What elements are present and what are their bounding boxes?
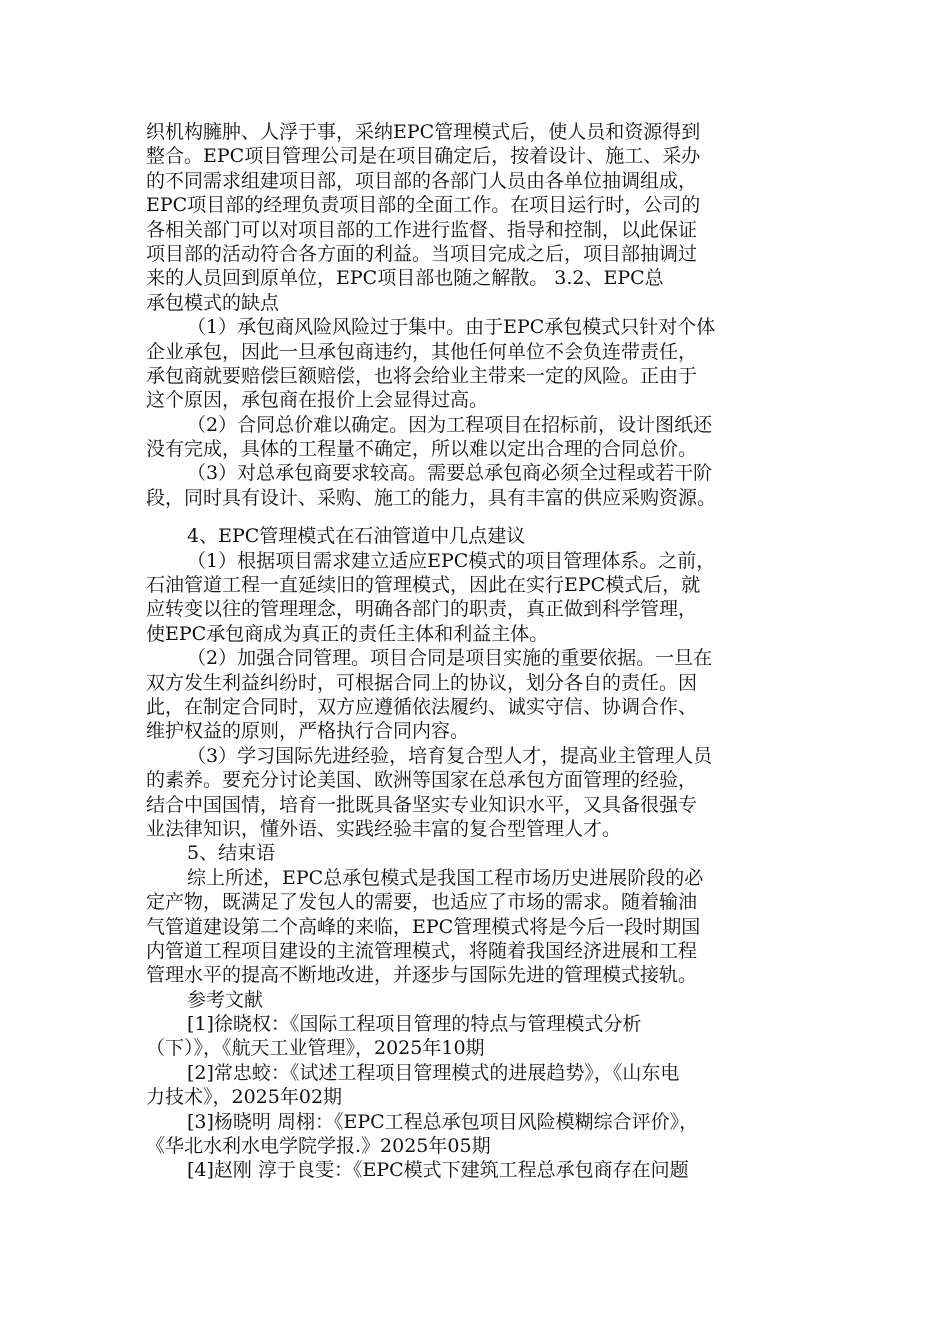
text-line: [3]杨晓明 周栩：《EPC工程总承包项目风险模糊综合评价》， [187,1110,699,1133]
body-paragraph [146,866,806,988]
text-line: 的不同需求组建项目部，项目部的各部门人员由各单位抽调组成， [146,169,698,192]
reference-entry [146,1110,806,1159]
text-line: （下）》，《航天工业管理》，2025年10期 [146,1037,485,1060]
section-heading [146,841,806,865]
text-line: 各相关部门可以对项目部的工作进行监督、指导和控制，以此保证 [146,218,698,241]
text-line: 气管道建设第二个高峰的来临，EPC管理模式将是今后一段时期国 [146,915,701,938]
text-line: 企业承包，因此一旦承包商违约，其他任何单位不会负连带责任， [146,340,698,363]
text-line: （2）合同总价难以确定。因为工程项目在招标前，设计图纸还 [187,413,713,436]
body-paragraph [146,315,806,413]
text-line: 没有完成，具体的工程量不确定，所以难以定出合理的合同总价。 [146,438,698,461]
text-line: 这个原因，承包商在报价上会显得过高。 [146,389,489,412]
text-line: 织机构臃肿、人浮于事，采纳EPC管理模式后，使人员和资源得到 [146,121,701,143]
text-line: EPC项目部的经理负责项目部的全面工作。在项目运行时，公司的 [146,194,701,217]
text-line: 管理水平的提高不断地改进，并逐步与国际先进的管理模式接轨。 [146,964,698,987]
section-spacer [146,510,806,524]
text-line: 参考文献 [187,988,264,1011]
body-paragraph [146,461,806,510]
text-line: 综上所述，EPC总承包模式是我国工程市场历史进展阶段的必 [187,866,704,889]
reference-entry [146,1158,806,1182]
body-paragraph [146,744,806,842]
text-line: 来的人员回到原单位，EPC项目部也随之解散。 3.2、EPC总 [146,267,664,290]
text-line: [1]徐晓权：《国际工程项目管理的特点与管理模式分析 [187,1013,642,1036]
body-paragraph [146,413,806,462]
body-paragraph [146,549,806,647]
text-line: （3）对总承包商要求较高。需要总承包商必须全过程或若干阶 [187,462,713,485]
reference-entry [146,988,806,1012]
text-line: 承包模式的缺点 [146,291,280,314]
text-line: 段，同时具有设计、采购、施工的能力，具有丰富的供应采购资源。 [146,486,717,509]
reference-entry [146,1012,806,1061]
text-line: 结合中国国情，培育一批既具备坚实专业知识水平，又具备很强专 [146,793,698,816]
text-line: 定产物，既满足了发包人的需要，也适应了市场的需求。随着输油 [146,891,698,914]
text-line: （1）根据项目需求建立适应EPC模式的项目管理体系。之前， [187,549,716,572]
text-line: （3）学习国际先进经验，培育复合型人才，提高业主管理人员 [187,744,713,767]
body-paragraph [146,646,806,744]
text-line: （1）承包商风险风险过于集中。由于EPC承包模式只针对个体 [187,316,716,339]
text-line: 石油管道工程一直延续旧的管理模式，因此在实行EPC模式后，就 [146,574,701,597]
document-page [146,120,806,1183]
text-line: 项目部的活动符合各方面的利益。当项目完成之后，项目部抽调过 [146,242,698,265]
text-line: 应转变以往的管理理念，明确各部门的职责，真正做到科学管理， [146,598,698,621]
text-line: （2）加强合同管理。项目合同是项目实施的重要依据。一旦在 [187,647,713,670]
text-line: 此，在制定合同时，双方应遵循依法履约、诚实守信、协调合作、 [146,695,698,718]
reference-entry [146,1061,806,1110]
text-line: 的素养。要充分讨论美国、欧洲等国家在总承包方面管理的经验， [146,769,698,792]
text-line: 内管道工程项目建设的主流管理模式，将随着我国经济进展和工程 [146,939,698,962]
text-line: 使EPC承包商成为真正的责任主体和利益主体。 [146,622,549,645]
text-line: 力技术》，2025年02期 [146,1086,343,1109]
text-line: 4、EPC管理模式在石油管道中几点建议 [187,525,526,548]
body-paragraph [146,120,806,315]
text-line: 整合。EPC项目管理公司是在项目确定后，按着设计、施工、采办 [146,145,701,168]
text-line: [4]赵刚 淳于良雯：《EPC模式下建筑工程总承包商存在问题 [187,1159,689,1182]
text-line: 双方发生利益纠纷时，可根据合同上的协议，划分各自的责任。因 [146,671,698,694]
text-line: [2]常忠蛟：《试述工程项目管理模式的进展趋势》，《山东电 [187,1061,680,1084]
text-line: 承包商就要赔偿巨额赔偿，也将会给业主带来一定的风险。正由于 [146,364,698,387]
text-line: 维护权益的原则，严格执行合同内容。 [146,720,470,743]
section-heading [146,524,806,548]
text-line: 业法律知识，懂外语、实践经验丰富的复合型管理人才。 [146,817,622,840]
text-line: 5、结束语 [187,842,276,865]
text-line: 《华北水利水电学院学报.》2025年05期 [146,1135,491,1158]
